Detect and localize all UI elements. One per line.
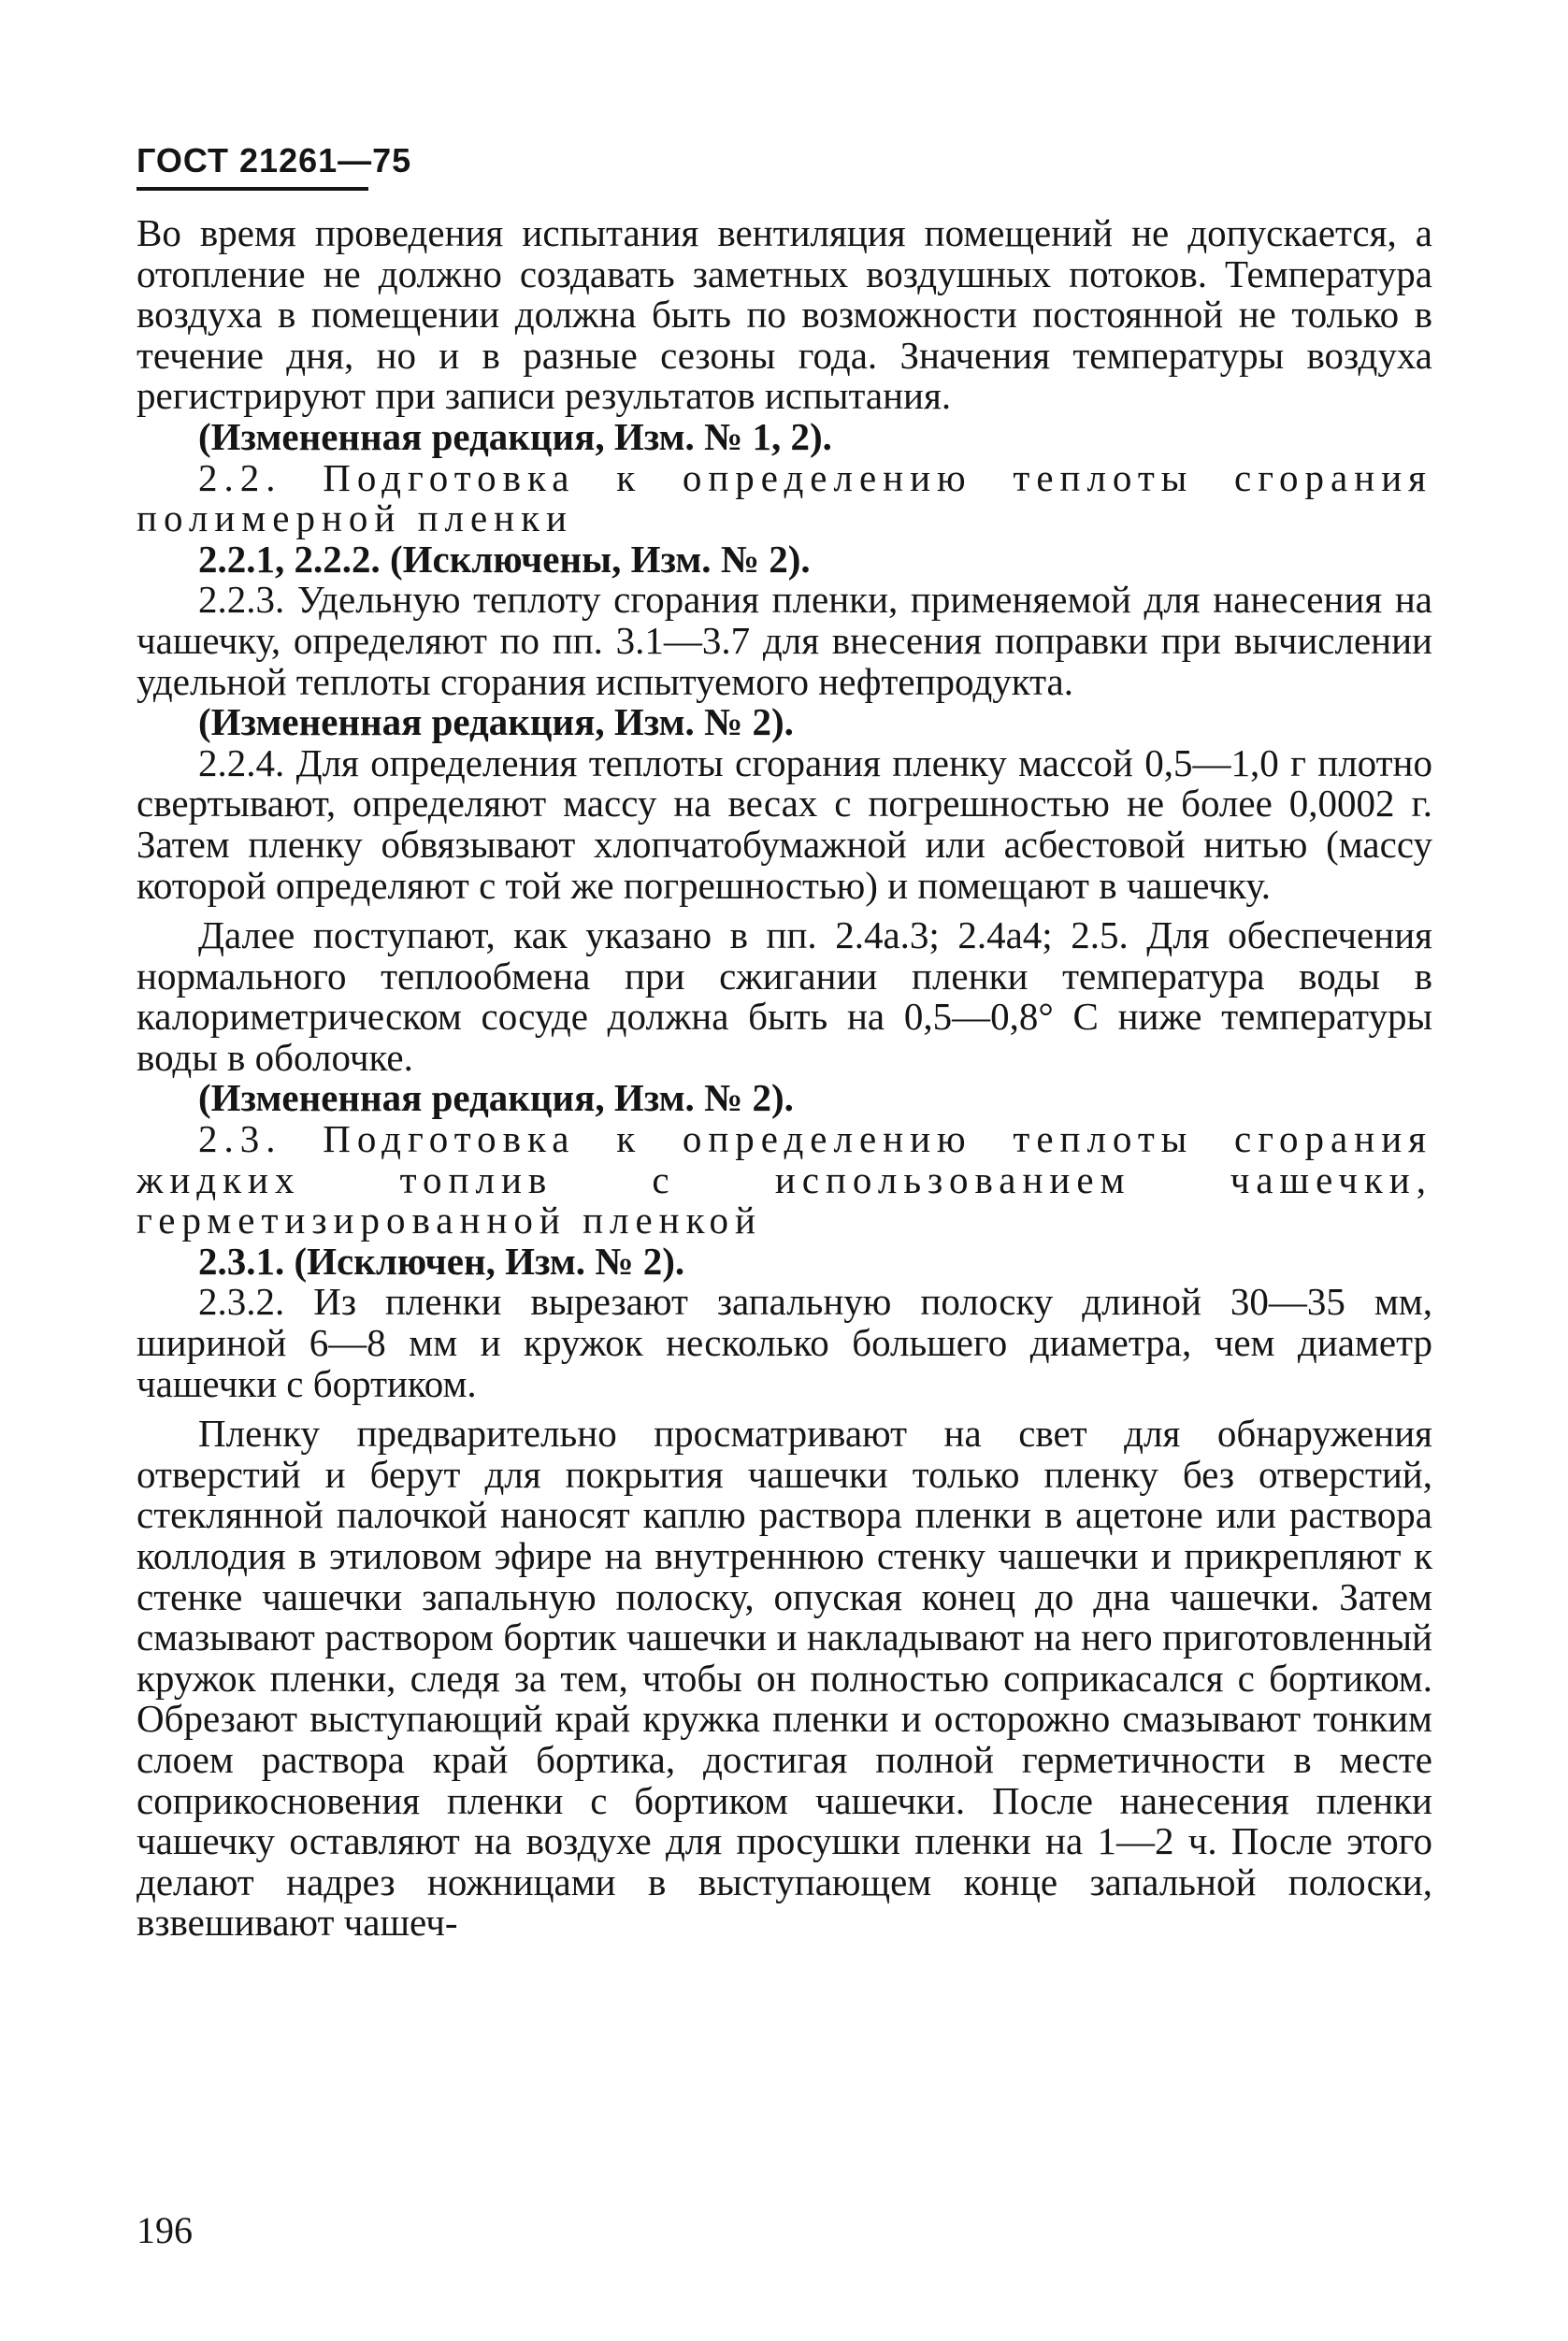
header-underline <box>137 187 368 191</box>
paragraph-ventilation: Во время проведения испытания вентиляция помещений не допускается, а отопление не должно создавать заметных воздушных потоков. Температура воздуха в помещении должна быть по возможности постоянной не только в течение дня, но и в разные сезоны года. Значения температуры воздуха регистрируют при записи результатов испытания. <box>137 211 1432 418</box>
section-heading-2-3: 2.3. Подготовка к определению теплоты сгорания жидких топлив с использованием чашечки, герметизированной пленкой <box>137 1117 1432 1242</box>
amendment-note-2: (Измененная редакция, Изм. № 2). <box>198 700 794 744</box>
document-body <box>137 213 1432 1944</box>
excluded-note-2-2-1: 2.2.1, 2.2.2. (Исключены, Изм. № 2). <box>198 537 811 581</box>
paragraph-2-2-4: 2.2.4. Для определения теплоты сгорания пленку массой 0,5—1,0 г плотно свертывают, определяют массу на весах с погрешностью не более 0,0002 г. Затем пленку обвязывают хлопчатобумажной или асбестовой нитью (массу которой определяют с той же погрешностью) и помещают в чашечку. <box>137 740 1432 907</box>
standard-header: ГОСТ 21261—75 <box>137 141 412 180</box>
excluded-note-2-3-1: 2.3.1. (Исключен, Изм. № 2). <box>198 1239 685 1283</box>
amendment-note-1: (Измененная редакция, Изм. № 1, 2). <box>198 414 832 458</box>
paragraph-2-3-2: 2.3.2. Из пленки вырезают запальную полоску длиной 30—35 мм, шириной 6—8 мм и кружок несколько большего диаметра, чем диаметр чашечки с бортиком. <box>137 1280 1432 1405</box>
amendment-note-3: (Измененная редакция, Изм. № 2). <box>198 1076 794 1120</box>
paragraph-further-steps: Далее поступают, как указано в пп. 2.4а.3; 2.4а4; 2.5. Для обеспечения нормального теплообмена при сжигании пленки температура воды в калориметрическом сосуде должна быть на 0,5—0,8° С ниже температуры воды в оболочке. <box>137 913 1432 1079</box>
page-number: 196 <box>137 2209 193 2251</box>
section-heading-2-2: 2.2. Подготовка к определению теплоты сгорания полимерной пленки <box>137 455 1432 540</box>
paragraph-film-preparation: Пленку предварительно просматривают на свет для обнаружения отверстий и берут для покрытия чашечки только пленку без отверстий, стеклянной палочкой наносят каплю раствора пленки в ацетоне или раствора коллодия в этиловом эфире на внутреннюю стенку чашечки и прикрепляют к стенке чашечки запальную полоску, опуская конец до дна чашечки. Затем смазывают раствором бортик чашечки и накладывают на него приготовленный кружок пленки, следя за тем, чтобы он полностью соприкасался с бортиком. Обрезают выступающий край кружка пленки и осторожно смазывают тонким слоем раствора край бортика, достигая полной герметичности в месте соприкосновения пленки с бортиком чашечки. После нанесения пленки чашечку оставляют на воздухе для просушки пленки на 1—2 ч. После этого делают надрез ножницами в выступающем конце запальной полоски, взвешивают чашеч- <box>137 1412 1432 1945</box>
paragraph-2-2-3: 2.2.3. Удельную теплоту сгорания пленки, применяемой для нанесения на чашечку, определяют по пп. 3.1—3.7 для внесения поправки при вычислении удельной теплоты сгорания испытуемого нефтепродукта. <box>137 578 1432 703</box>
